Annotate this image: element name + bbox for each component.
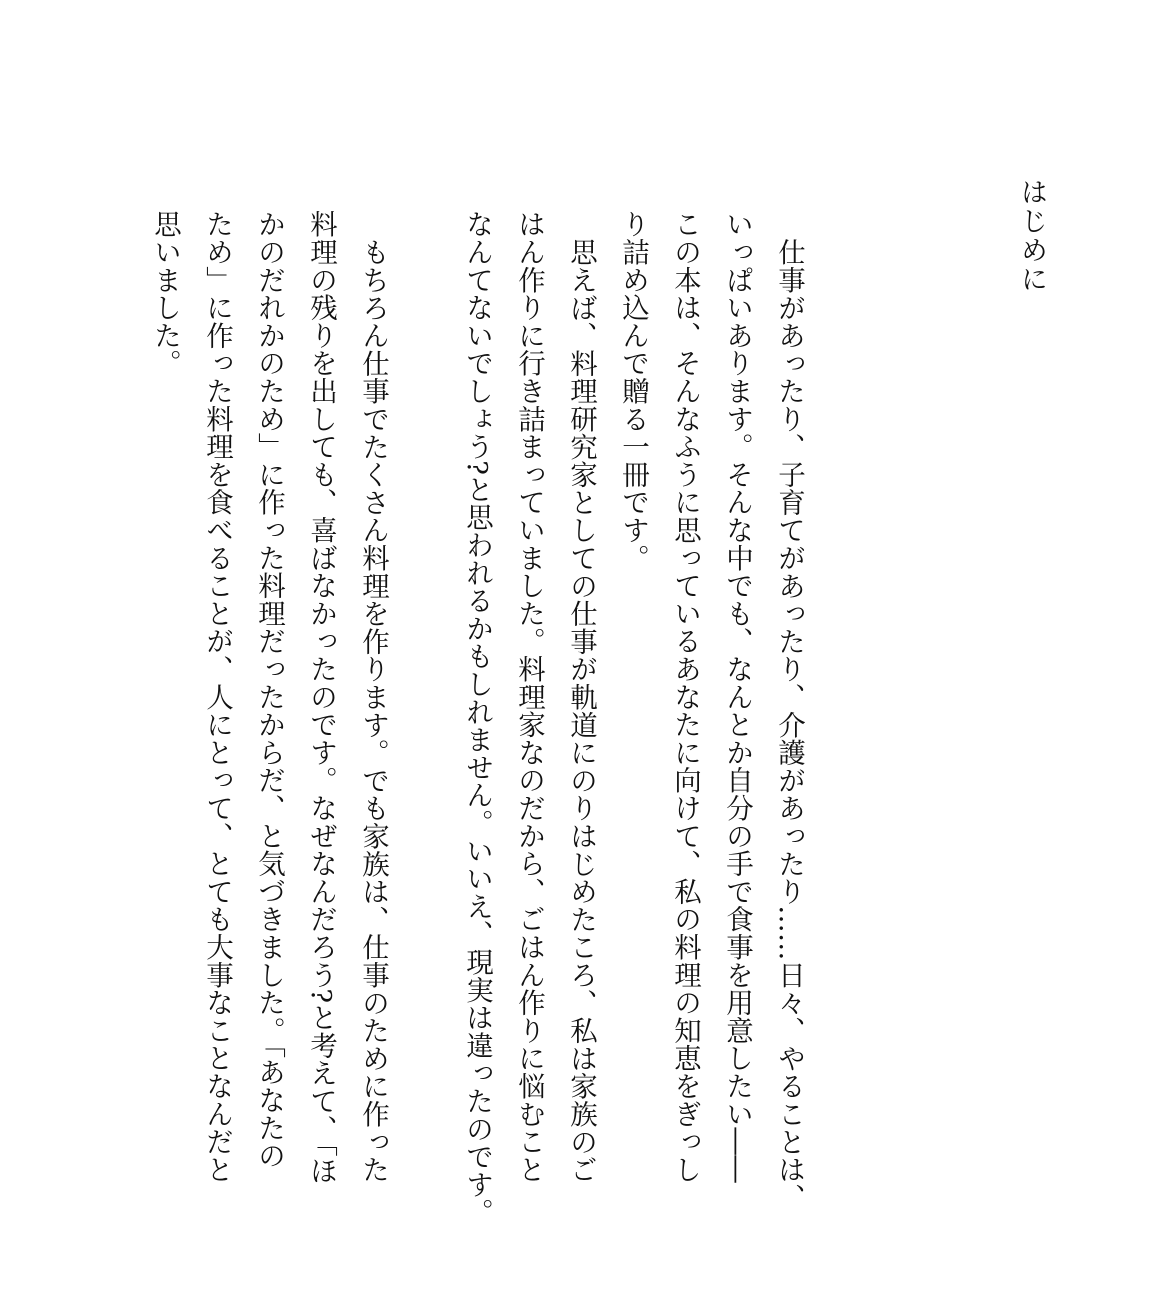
text-line: 思えば、料理研究家としての仕事が軌道にのりはじめたころ、私は家族のご <box>565 237 597 1183</box>
text-line: 思いました。 <box>149 210 181 377</box>
body-text <box>87 210 815 1226</box>
text-line: ため」に作った料理を食べることが、人にとって、とても大事なことなんだと <box>201 210 233 1183</box>
paragraph-3 <box>139 210 399 1185</box>
text-line: はん作りに行き詰まっていました。料理家なのだから、ごはん作りに悩むこと <box>513 210 545 1183</box>
text-line: 料理の残りを出しても、喜ばなかったのです。なぜなんだろう?と考えて、「ほ <box>305 210 337 1185</box>
text-line: かのだれかのため」に作った料理だったからだ、と気づきました。「あなたの <box>253 210 285 1170</box>
text-line: この本は、そんなふうに思っているあなたに向けて、私の料理の知恵をぎっし <box>669 210 701 1183</box>
text-line: いっぱいあります。そんな中でも、なんとか自分の手で食事を用意したい―― <box>721 210 753 1183</box>
text-line: 仕事があったり、子育てがあったり、介護があったり……日々、やることは、 <box>773 237 805 1211</box>
paragraph-2 <box>451 210 607 1226</box>
text-line: なんてないでしょう?と思われるかもしれません。いいえ、現実は違ったのです。 <box>461 210 493 1226</box>
paragraph-1 <box>607 210 815 1211</box>
text-line: り詰め込んで贈る一冊です。 <box>617 210 649 572</box>
page-title: はじめに <box>1016 178 1047 294</box>
text-line: もちろん仕事でたくさん料理を作ります。でも家族は、仕事のために作った <box>357 237 389 1183</box>
